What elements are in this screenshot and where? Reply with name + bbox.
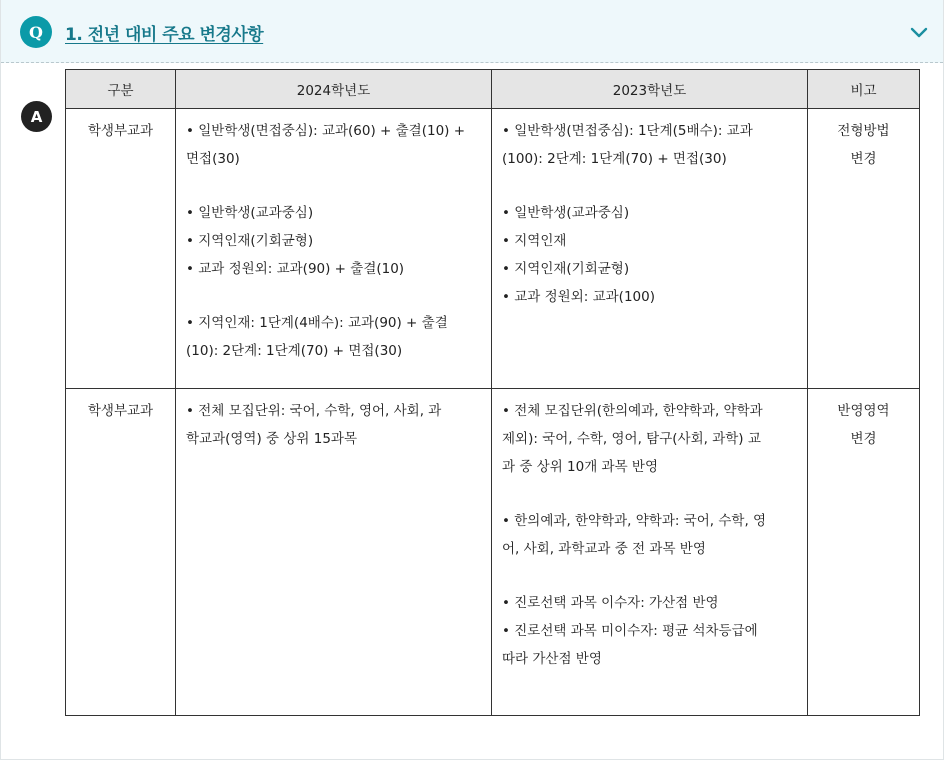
cell-line: • 한의예과, 한약학과, 약학과: 국어, 수학, 영 <box>502 513 767 529</box>
cell-line: • 일반학생(교과중심) <box>186 205 314 221</box>
note-line: 변경 <box>850 151 877 167</box>
cell-line: • 지역인재 <box>502 233 567 249</box>
note-cell <box>808 109 920 389</box>
cell-line: • 진로선택 과목 미이수자: 평균 석차등급에 <box>502 623 758 639</box>
cell-line: • 전체 모집단위(한의예과, 한약학과, 약학과 <box>502 403 763 419</box>
table-header-row <box>66 70 920 109</box>
question-header[interactable] <box>1 0 943 63</box>
category-cell: 학생부교과 <box>66 109 176 389</box>
cell-2024 <box>176 109 492 389</box>
cell-line: • 전체 모집단위: 국어, 수학, 영어, 사회, 과 <box>186 403 442 419</box>
cell-line: • 지역인재(기회균형) <box>186 233 314 249</box>
cell-line: 과 중 상위 10개 과목 반영 <box>502 459 659 475</box>
cell-line: • 일반학생(면접중심): 교과(60) + 출결(10) + <box>186 123 466 139</box>
cell-line: • 교과 정원외: 교과(100) <box>502 289 655 305</box>
header-2024: 2024학년도 <box>176 70 492 109</box>
cell-2024 <box>176 389 492 716</box>
question-title[interactable]: 1. 전년 대비 주요 변경사항 <box>65 25 264 45</box>
changes-table <box>65 69 920 716</box>
cell-line: 학교과(영역) 중 상위 15과목 <box>186 431 357 447</box>
cell-line: (100): 2단계: 1단계(70) + 면접(30) <box>502 151 727 167</box>
note-line: 변경 <box>850 431 877 447</box>
cell-line: • 지역인재: 1단계(4배수): 교과(90) + 출결 <box>186 315 448 331</box>
note-line: 반영영역 <box>837 403 890 419</box>
spacer <box>502 173 797 199</box>
cell-line: 어, 사회, 과학교과 중 전 과목 반영 <box>502 541 706 557</box>
cell-line: • 일반학생(면접중심): 1단계(5배수): 교과 <box>502 123 753 139</box>
cell-line: • 교과 정원외: 교과(90) + 출결(10) <box>186 261 405 277</box>
spacer <box>502 481 797 507</box>
spacer <box>502 563 797 589</box>
spacer <box>186 283 481 309</box>
spacer <box>186 173 481 199</box>
cell-2023 <box>492 109 808 389</box>
cell-line: 면접(30) <box>186 151 240 167</box>
category-cell: 학생부교과 <box>66 389 176 716</box>
header-note: 비고 <box>808 70 920 109</box>
cell-line: 따라 가산점 반영 <box>502 651 602 667</box>
header-category: 구분 <box>66 70 176 109</box>
cell-line: • 일반학생(교과중심) <box>502 205 630 221</box>
answer-badge: A <box>21 101 52 132</box>
note-line: 전형방법 <box>837 123 890 139</box>
chevron-down-icon[interactable] <box>909 22 929 42</box>
question-badge: Q <box>20 16 52 48</box>
note-cell <box>808 389 920 716</box>
header-2023: 2023학년도 <box>492 70 808 109</box>
cell-line: • 진로선택 과목 이수자: 가산점 반영 <box>502 595 719 611</box>
cell-line: • 지역인재(기회균형) <box>502 261 630 277</box>
cell-line: 제외): 국어, 수학, 영어, 탐구(사회, 과학) 교 <box>502 431 761 447</box>
table-row <box>66 109 920 389</box>
table-row <box>66 389 920 716</box>
cell-line: (10): 2단계: 1단계(70) + 면접(30) <box>186 343 403 359</box>
cell-2023 <box>492 389 808 716</box>
